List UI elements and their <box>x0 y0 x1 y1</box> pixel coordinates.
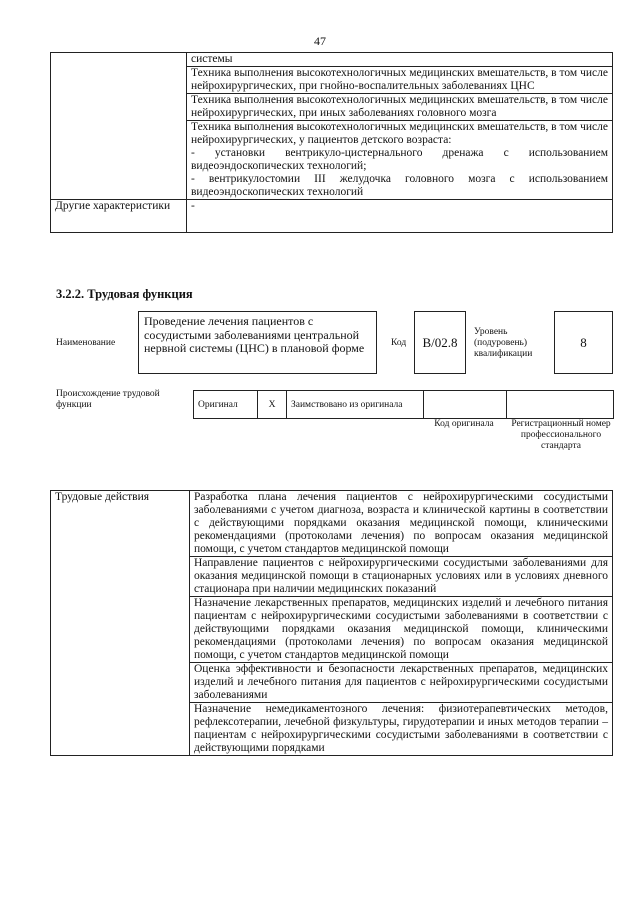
origin-table <box>193 390 614 419</box>
row-intro: Техника выполнения высокотехнологичных медицинских вмешательств, в том числе нейрохирургических, у пациентов детского возраста: <box>191 121 608 146</box>
name-label: Наименование <box>56 338 116 348</box>
reg-number-label: Регистрационный номер профессионального стандарта <box>511 419 611 451</box>
table-row: Разработка плана лечения пациентов с нейрохирургическими сосудистыми заболеваниями с учетом диагноза, возраста и клинической картины в соответствии с действующими порядками оказания медицинской помощи, клиническими рекомендациями (протоколами лечения) по вопросам оказания медицинской помощи, с учетом стандартов медицинской помощи <box>190 491 613 557</box>
table-row: Техника выполнения высокотехнологичных медицинских вмешательств, в том числе нейрохирургических, при гнойно-воспалительных заболеваниях ЦНС <box>187 67 613 94</box>
borrowed-label: Заимствовано из оригинала <box>287 391 424 419</box>
page-number: 47 <box>314 34 326 48</box>
labor-actions-table <box>50 490 613 756</box>
original-label: Оригинал <box>194 391 258 419</box>
table-row: системы <box>187 53 613 67</box>
original-mark: X <box>258 391 287 419</box>
empty-label-cell <box>51 53 187 200</box>
code-label: Код <box>391 338 407 348</box>
code-value: B/02.8 <box>414 311 466 374</box>
table-row: Техника выполнения высокотехнологичных медицинских вмешательств, в том числе нейрохирургических, при иных заболеваниях головного мозга <box>187 94 613 121</box>
list-item: - установки вентрикуло-цистернального дренажа с использованием видеоэндоскопических технологий; <box>191 147 608 172</box>
code-original-cell <box>424 391 507 419</box>
table-row <box>187 121 613 200</box>
other-characteristics-value: - <box>187 200 613 233</box>
table-row: Назначение лекарственных препаратов, медицинских изделий и лечебного питания пациентам с нейрохирургическими сосудистыми заболеваниями в соответствии с действующими порядками оказания медицинской помощи, клиническими рекомендациями (протоколами лечения) по вопросам оказания медицинской помощи, с учетом стандартов медицинской помощи <box>190 597 613 663</box>
function-name-value: Проведение лечения пациентов с сосудистыми заболеваниями центральной нервной системы (ЦНС) в плановой форме <box>138 311 377 374</box>
origin-label: Происхождение трудовой функции <box>56 389 160 410</box>
reg-number-cell <box>507 391 614 419</box>
table-row: Назначение немедикаментозного лечения: физиотерапевтических методов, рефлексотерапии, лечебной физкультуры, гирудотерапии и иных методов терапии – пациентам с нейрохирургическими сосудистыми заболеваниями в соответствии с действующими порядками <box>190 703 613 756</box>
continuation-table <box>50 52 613 233</box>
other-characteristics-label: Другие характеристики <box>51 200 187 233</box>
table-row: Направление пациентов с нейрохирургическими сосудистыми заболеваниями для оказания медицинской помощи в стационарных условиях или в условиях дневного стационара при наличии медицинских показаний <box>190 557 613 597</box>
qualification-level-value: 8 <box>554 311 613 374</box>
qualification-level-label: Уровень (подуровень) квалификации <box>474 327 533 359</box>
table-row: Оценка эффективности и безопасности лекарственных препаратов, медицинских изделий и лечебного питания для пациентов с нейрохирургическими сосудистыми заболеваниями <box>190 663 613 703</box>
list-item: - вентрикулостомии III желудочка головного мозга с использованием видеоэндоскопических технологий <box>191 173 608 198</box>
code-original-label: Код оригинала <box>434 419 494 429</box>
labor-actions-label: Трудовые действия <box>51 491 190 756</box>
section-heading: 3.2.2. Трудовая функция <box>56 287 193 301</box>
